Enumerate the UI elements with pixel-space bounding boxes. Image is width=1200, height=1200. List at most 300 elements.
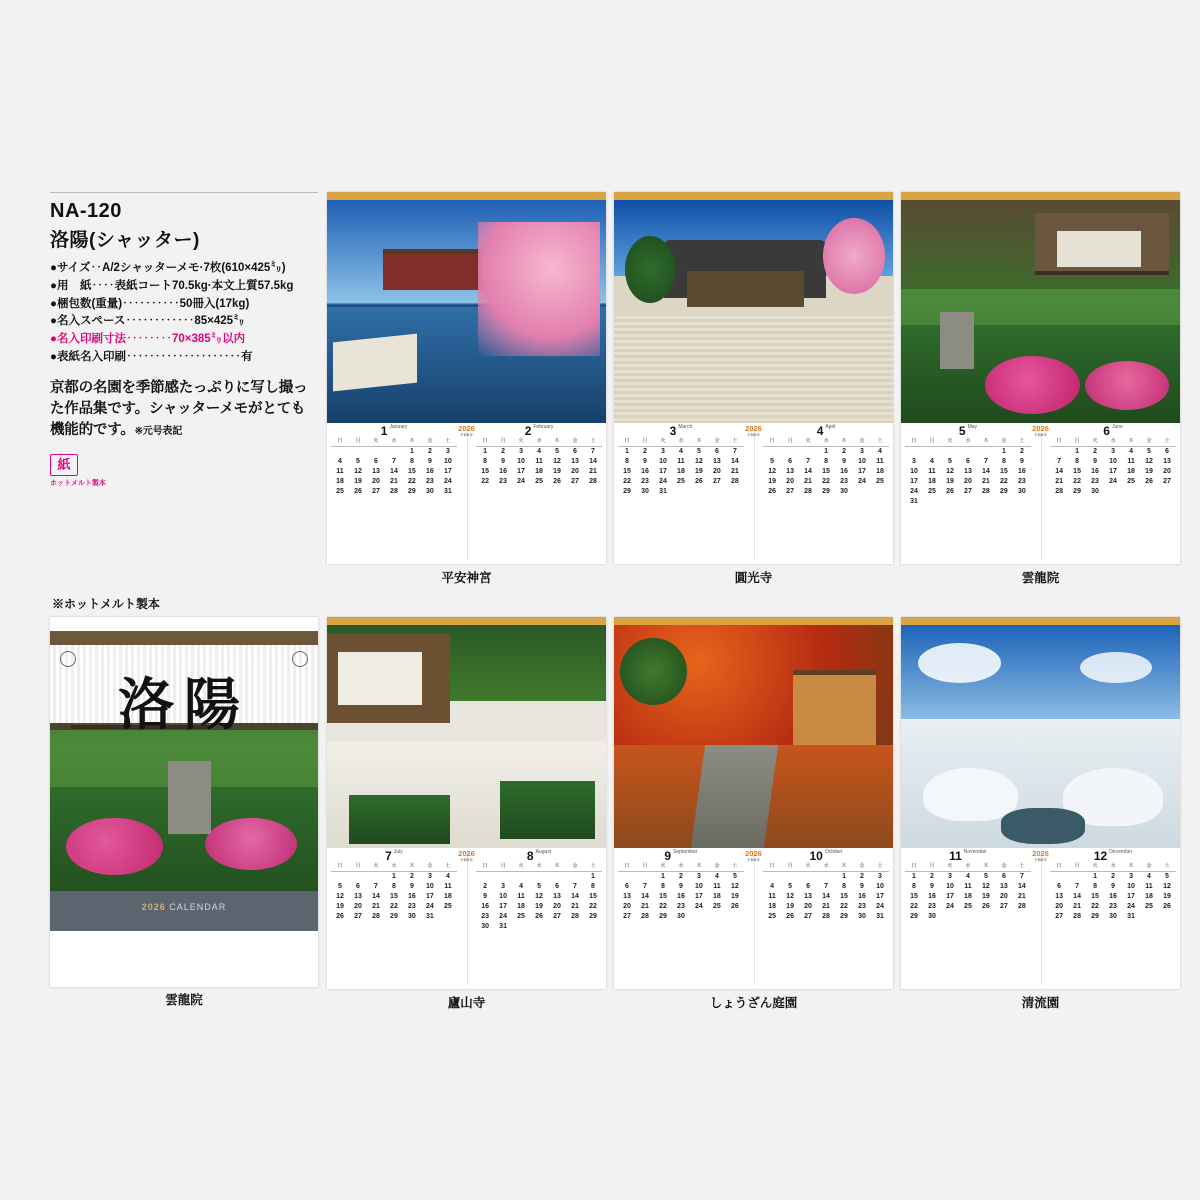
sheet-calendar: [327, 423, 606, 564]
calendar-day: 16: [677, 892, 685, 900]
calendar-week-row: [905, 912, 1031, 922]
calendar-sheet-9-10[interactable]: [614, 617, 893, 989]
calendar-day: 15: [408, 467, 416, 475]
product-title: 洛陽(シャッター): [50, 230, 200, 251]
calendar-day: 2: [678, 872, 683, 880]
weekday-header: 火: [941, 863, 959, 871]
calendar-year: 2026 令和8年: [901, 849, 1180, 863]
month-grid: [476, 438, 602, 487]
calendar-day: 12: [786, 892, 794, 900]
calendar-day: 18: [1145, 892, 1153, 900]
calendar-day: 10: [910, 467, 918, 475]
calendar-day: 26: [535, 912, 543, 920]
calendar-week-row: [1050, 902, 1176, 912]
calendar-day: 11: [713, 882, 721, 890]
calendar-day: 5: [948, 457, 952, 465]
calendar-day: 26: [786, 912, 794, 920]
calendar-day: 11: [768, 892, 776, 900]
month-grid: [618, 863, 744, 922]
weekday-header: 火: [799, 863, 817, 871]
calendar-day: 12: [354, 467, 362, 475]
calendar-day: 9: [930, 882, 934, 890]
calendar-day: 15: [840, 892, 848, 900]
calendar-day: 17: [517, 467, 525, 475]
calendar-day: 22: [623, 477, 631, 485]
calendar-day: 12: [553, 457, 561, 465]
calendar-day: 2: [501, 447, 506, 455]
month-name-en: December: [1109, 849, 1133, 855]
calendar-day: 7: [1075, 882, 1080, 890]
weekday-header: 火: [512, 863, 530, 871]
month-name-en: March: [678, 424, 693, 430]
month-number: 5 $^{May}$: [958, 424, 978, 438]
calendar-day: 23: [677, 902, 685, 910]
spec-value: 85×425㍉: [194, 315, 245, 328]
calendar-day: 10: [695, 882, 703, 890]
calendar-day: 15: [481, 467, 489, 475]
weekday-header: 金: [708, 863, 726, 871]
spec-row: [50, 313, 318, 331]
calendar-day: [1013, 912, 1031, 922]
spec-dots: ‥‥‥‥‥: [122, 297, 180, 310]
paper-badge-text: ホットメルト製本: [50, 479, 106, 487]
calendar-day: 25: [768, 912, 776, 920]
calendar-week-row: [1050, 892, 1176, 902]
calendar-day: 28: [372, 912, 380, 920]
calendar-day: 14: [1073, 892, 1081, 900]
calendar-day: 6: [374, 457, 378, 465]
calendar-day: 20: [1163, 467, 1171, 475]
calendar-day: 16: [499, 467, 507, 475]
calendar-day: 29: [589, 912, 597, 920]
calendar-day: 4: [537, 447, 541, 455]
calendar-day: 1: [1001, 447, 1006, 455]
calendar-day: 25: [1127, 477, 1135, 485]
calendar-week-row: [618, 467, 744, 477]
calendar-day: 1: [912, 872, 916, 880]
calendar-day: 14: [731, 457, 739, 465]
calendar-day: 25: [444, 902, 452, 910]
calendar-day: 4: [1129, 447, 1133, 455]
calendar-day: 27: [571, 477, 579, 485]
calendar-week-row: [905, 487, 1031, 497]
calendar-day: 15: [822, 467, 830, 475]
calendar-day: 1: [842, 872, 846, 880]
sheet-caption: 圓光寺: [734, 571, 773, 585]
calendar-day: 27: [804, 912, 812, 920]
cover-photo: [50, 631, 318, 891]
calendar-day: 11: [1145, 882, 1153, 890]
calendar-day: [923, 446, 941, 456]
weekday-header: 木: [1122, 438, 1140, 446]
calendar-day: [959, 497, 977, 507]
calendar-day: 26: [553, 477, 561, 485]
calendar-day: 18: [876, 467, 884, 475]
spec-row: [50, 278, 318, 296]
calendar-day: 22: [1000, 477, 1008, 485]
calendar-day: 31: [1127, 912, 1135, 920]
calendar-week-row: [618, 871, 744, 881]
calendar-day: 11: [336, 467, 344, 475]
calendar-day: 17: [444, 467, 452, 475]
weekday-header: 水: [1104, 863, 1122, 871]
calendar-day: 2: [860, 872, 864, 880]
calendar-day: 29: [1073, 487, 1081, 495]
calendar-sheet-1-2[interactable]: [327, 192, 606, 564]
calendar-day: 17: [695, 892, 703, 900]
month-block-left: [901, 423, 1035, 564]
sheet-photo: [327, 617, 606, 848]
calendar-day: 5: [555, 447, 559, 455]
calendar-day: [817, 871, 835, 881]
calendar-day: [672, 487, 690, 497]
calendar-week-row: [763, 446, 889, 456]
calendar-day: 16: [426, 467, 434, 475]
calendar-day: 1: [591, 872, 595, 880]
spec-divider: [50, 192, 318, 193]
calendar-week-row: [763, 882, 889, 892]
calendar-day: 18: [444, 892, 452, 900]
calendar-day: 3: [519, 447, 523, 455]
weekday-header: 金: [853, 863, 871, 871]
sheet-photo: [327, 192, 606, 423]
month-grid: [905, 438, 1031, 507]
calendar-day: 6: [356, 882, 360, 890]
weekday-header: 水: [959, 863, 977, 871]
calendar-day: [636, 871, 654, 881]
calendar-day: 30: [1109, 912, 1117, 920]
calendar-day: [995, 912, 1013, 922]
weekday-header: 月: [1068, 863, 1086, 871]
weekday-header: 金: [1140, 863, 1158, 871]
calendar-day: 28: [571, 912, 579, 920]
calendar-year-sub: 令和8年: [1033, 858, 1048, 862]
weekday-header: 金: [566, 438, 584, 446]
calendar-day: 12: [695, 457, 703, 465]
calendar-day: 24: [1127, 902, 1135, 910]
weekday-header: 土: [584, 438, 602, 446]
calendar-day: [853, 487, 871, 497]
calendar-year-sub: 令和8年: [1033, 433, 1048, 437]
calendar-week-row: [1050, 467, 1176, 477]
month-number: 4 $^{April}$: [816, 424, 836, 438]
calendar-day: 6: [788, 457, 793, 465]
sheet-caption: 雲龍院: [1021, 571, 1060, 585]
calendar-day: 9: [1093, 457, 1097, 465]
calendar-week-row: [476, 457, 602, 467]
calendar-week-row: [476, 902, 602, 912]
calendar-day: 17: [946, 892, 954, 900]
calendar-day: 6: [965, 457, 970, 465]
calendar-day: 18: [1127, 467, 1135, 475]
calendar-day: 8: [625, 457, 629, 465]
calendar-week-row: [763, 477, 889, 487]
month-block-left: [327, 848, 461, 989]
calendar-day: 14: [1018, 882, 1026, 890]
calendar-day: 29: [822, 487, 830, 495]
calendar-day: 8: [912, 882, 916, 890]
calendar-day: 20: [964, 477, 972, 485]
calendar-day: 4: [714, 872, 719, 880]
calendar-day: 15: [1073, 467, 1081, 475]
calendar-day: [781, 871, 799, 881]
calendar-sheet-5-6[interactable]: [901, 192, 1180, 564]
weekday-header: 月: [636, 438, 654, 446]
calendar-year-sub: 令和8年: [746, 433, 761, 437]
weekday-header: 土: [1013, 863, 1031, 871]
calendar-sheet-7-8[interactable]: [327, 617, 606, 989]
weekday-header: 月: [494, 863, 512, 871]
calendar-day: 8: [1093, 882, 1097, 890]
month-block-left: [901, 848, 1035, 989]
calendar-day: [763, 871, 781, 881]
calendar-year: 2026 令和8年: [327, 424, 606, 438]
calendar-day: 31: [499, 922, 507, 930]
calendar-day: 14: [641, 892, 649, 900]
weekday-header: 土: [871, 863, 889, 871]
weekday-header: 日: [476, 863, 494, 871]
calendar-day: 2: [483, 882, 488, 890]
sheet-photo: [901, 617, 1180, 848]
calendar-day: 25: [876, 477, 884, 485]
month-number: 8 $^{August}$: [526, 849, 552, 863]
calendar-day: 20: [354, 902, 362, 910]
calendar-day: [959, 912, 977, 922]
calendar-day: 25: [336, 487, 344, 495]
photo-top-band: [901, 617, 1180, 625]
calendar-day: 5: [537, 882, 541, 890]
calendar-day: 6: [806, 882, 810, 890]
month-grid: [763, 438, 889, 497]
sheet-caption: 平安神宮: [441, 571, 492, 585]
calendar-day: 16: [1109, 892, 1117, 900]
calendar-day: 29: [623, 487, 631, 495]
calendar-day: 28: [589, 477, 597, 485]
calendar-week-row: [331, 457, 457, 467]
calendar-day: 31: [876, 912, 884, 920]
spec-dots: ‥‥‥‥‥‥‥‥‥‥: [125, 351, 241, 364]
calendar-day: [1158, 912, 1176, 922]
calendar-day: 10: [1109, 457, 1117, 465]
weekday-header: 火: [654, 438, 672, 446]
month-block-left: [327, 423, 461, 564]
calendar-day: 30: [928, 912, 936, 920]
month-name-en: April: [825, 424, 836, 430]
calendar-day: 30: [677, 912, 685, 920]
calendar-week-row: [618, 912, 744, 922]
calendar-day: 5: [696, 447, 701, 455]
weekday-header: 水: [385, 438, 403, 446]
calendar-day: 18: [713, 892, 721, 900]
spec-value: 有: [240, 351, 253, 364]
product-spec-block: [50, 192, 318, 488]
calendar-day: 5: [1147, 447, 1151, 455]
weekday-header: 日: [331, 438, 349, 446]
weekday-header: 木: [835, 863, 853, 871]
month-number: 3 $^{March}$: [669, 424, 693, 438]
calendar-day: 20: [571, 467, 579, 475]
calendar-day: 26: [731, 902, 739, 910]
calendar-day: 20: [786, 477, 794, 485]
weekday-header: 日: [763, 438, 781, 446]
calendar-day: 3: [860, 447, 864, 455]
calendar-day: 3: [1129, 872, 1133, 880]
calendar-day: 21: [1073, 902, 1081, 910]
calendar-day: 23: [840, 477, 848, 485]
calendar-day: 8: [661, 882, 665, 890]
calendar-day: 31: [659, 487, 667, 495]
calendar-day: 9: [409, 882, 414, 890]
calendar-week-row: [905, 457, 1031, 467]
calendar-day: 13: [713, 457, 721, 465]
spec-row: [50, 260, 318, 278]
calendar-day: 14: [822, 892, 830, 900]
calendar-day: 19: [354, 477, 362, 485]
cover-calligraphy: 洛陽: [118, 672, 250, 738]
cover-band: [50, 891, 318, 931]
calendar-day: 22: [589, 902, 597, 910]
calendar-day: 13: [1055, 892, 1063, 900]
calendar-day: [977, 497, 995, 507]
calendar-day: 19: [768, 477, 776, 485]
calendar-day: 25: [713, 902, 721, 910]
calendar-day: 26: [336, 912, 344, 920]
weekday-header: 水: [817, 863, 835, 871]
calendar-day: 2: [930, 872, 934, 880]
calendar-day: 21: [390, 477, 398, 485]
month-name-en: January: [389, 424, 408, 430]
sheet-caption: 清流園: [1021, 996, 1060, 1010]
calendar-week-row: [905, 477, 1031, 487]
calendar-day: 3: [445, 447, 450, 455]
calendar-day: 7: [806, 457, 810, 465]
photo-top-band: [327, 192, 606, 200]
calendar-day: 26: [946, 487, 954, 495]
calendar-day: 27: [1163, 477, 1171, 485]
weekday-header: 水: [672, 863, 690, 871]
weekday-header: 火: [367, 438, 385, 446]
calendar-day: [439, 912, 457, 922]
weekday-header: 水: [530, 438, 548, 446]
calendar-week-row: [905, 497, 1031, 507]
paper-badge-mark: 紙: [50, 454, 78, 476]
calendar-day: [726, 487, 744, 497]
weekday-header: 火: [367, 863, 385, 871]
calendar-day: 14: [589, 457, 597, 465]
calendar-day: [1068, 871, 1086, 881]
calendar-day: 22: [481, 477, 489, 485]
calendar-day: 19: [982, 892, 990, 900]
calendar-day: 21: [641, 902, 649, 910]
calendar-day: 13: [571, 457, 579, 465]
calendar-day: [708, 487, 726, 497]
weekday-header: 土: [439, 438, 457, 446]
calendar-day: 24: [1109, 477, 1117, 485]
spec-dots: ‥‥‥‥: [125, 333, 172, 346]
photo-top-band: [614, 192, 893, 200]
calendar-day: 30: [840, 487, 848, 495]
weekday-header: 月: [923, 438, 941, 446]
weekday-header: 土: [726, 438, 744, 446]
spec-label: ●表紙名入印刷: [50, 351, 126, 364]
calendar-week-row: [331, 477, 457, 487]
calendar-day: 15: [589, 892, 597, 900]
calendar-day: 4: [770, 882, 775, 890]
calendar-day: 4: [878, 447, 882, 455]
calendar-day: 9: [483, 892, 488, 900]
month-block-right: [759, 848, 893, 989]
calendar-day: 21: [804, 477, 812, 485]
calendar-day: 10: [946, 882, 954, 890]
calendar-day: 12: [946, 467, 954, 475]
calendar-year: 2026 令和8年: [327, 849, 606, 863]
calendar-day: 27: [354, 912, 362, 920]
calendar-day: 3: [696, 872, 701, 880]
calendar-day: 28: [1073, 912, 1081, 920]
calendar-day: 19: [1163, 892, 1171, 900]
calendar-day: 21: [731, 467, 739, 475]
calendar-day: 11: [928, 467, 936, 475]
calendar-day: 27: [964, 487, 972, 495]
calendar-day: [548, 871, 566, 881]
weekday-header: 月: [349, 863, 367, 871]
month-number: 9 $^{September}$: [664, 849, 698, 863]
calendar-day: 9: [1111, 882, 1115, 890]
calendar-day: [331, 446, 349, 456]
calendar-day: 28: [822, 912, 830, 920]
calendar-day: 8: [824, 457, 828, 465]
weekday-header: 火: [799, 438, 817, 446]
calendar-day: [1122, 487, 1140, 497]
calendar-day: 15: [1000, 467, 1008, 475]
calendar-day: 3: [1111, 447, 1115, 455]
calendar-day: 18: [517, 902, 525, 910]
calendar-day: 20: [804, 902, 812, 910]
calendar-sheet-3-4[interactable]: [614, 192, 893, 564]
month-block-right: [1046, 848, 1180, 989]
calendar-day: 7: [732, 447, 737, 455]
weekday-header: 土: [1158, 438, 1176, 446]
calendar-day: 19: [946, 477, 954, 485]
weekday-header: 土: [1158, 863, 1176, 871]
calendar-day: 1: [409, 447, 414, 455]
calendar-day: 30: [858, 912, 866, 920]
spec-row: [50, 296, 318, 314]
weekday-header: 金: [995, 438, 1013, 446]
calendar-day: 25: [1145, 902, 1153, 910]
calendar-day: 23: [408, 902, 416, 910]
calendar-day: [781, 446, 799, 456]
cover-sheet[interactable]: [50, 617, 318, 987]
calendar-day: 28: [982, 487, 990, 495]
calendar-sheet-11-12[interactable]: [901, 617, 1180, 989]
weekday-header: 土: [439, 863, 457, 871]
calendar-day: 27: [713, 477, 721, 485]
calendar-day: [1140, 912, 1158, 922]
calendar-day: 21: [1055, 477, 1063, 485]
weekday-header: 火: [512, 438, 530, 446]
calendar-week-row: [331, 892, 457, 902]
calendar-day: 17: [1109, 467, 1117, 475]
calendar-year-sub: 令和8年: [746, 858, 761, 862]
calendar-week-row: [331, 487, 457, 497]
cover-top-slit: [50, 617, 318, 631]
calendar-day: 13: [786, 467, 794, 475]
calendar-day: 16: [481, 902, 489, 910]
sheet-calendar: [614, 423, 893, 564]
month-grid: [331, 863, 457, 922]
calendar-day: 30: [641, 487, 649, 495]
